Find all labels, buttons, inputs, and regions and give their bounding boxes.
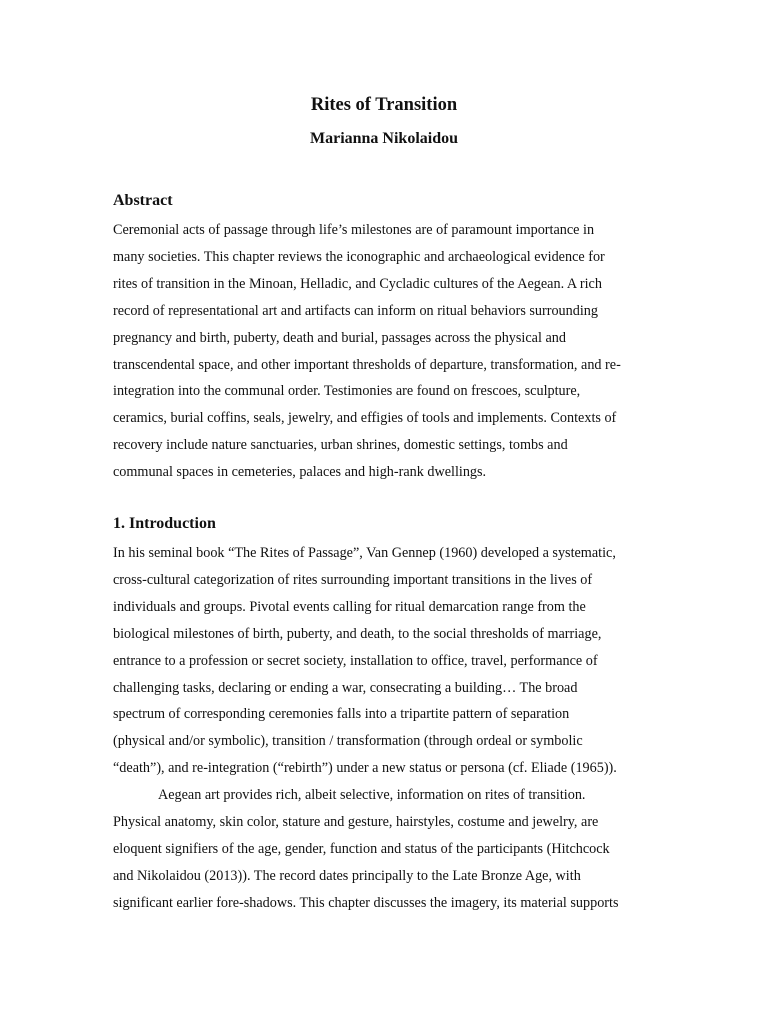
introduction-line: individuals and groups. Pivotal events calling for ritual demarcation range from the <box>113 598 586 615</box>
introduction-line: entrance to a profession or secret society, installation to office, travel, performance of <box>113 652 598 669</box>
abstract-line: Ceremonial acts of passage through life’s milestones are of paramount importance in <box>113 222 595 238</box>
abstract-line: pregnancy and birth, puberty, death and burial, passages across the physical and <box>113 329 566 346</box>
document-title: Rites of Transition <box>310 95 458 115</box>
introduction-line: cross-cultural categorization of rites surrounding important transitions in the lives of <box>113 571 593 588</box>
introduction-line: and Nikolaidou (2013)). The record dates principally to the Late Bronze Age, with <box>113 867 581 884</box>
introduction-line: eloquent signifiers of the age, gender, function and status of the participants (Hitchcock <box>113 840 610 857</box>
introduction-line: spectrum of corresponding ceremonies falls into a tripartite pattern of separation <box>113 706 570 723</box>
document-author: Marianna Nikolaidou <box>309 130 459 147</box>
introduction-line: “death”), and re-integration (“rebirth”) under a new status or persona (cf. Eliade (1965)). <box>113 760 617 777</box>
introduction-line: biological milestones of birth, puberty, and death, to the social thresholds of marriage, <box>113 625 602 642</box>
abstract-line: integration into the communal order. Testimonies are found on frescoes, sculpture, <box>113 383 581 400</box>
introduction-line: (physical and/or symbolic), transition / transformation (through ordeal or symbolic <box>113 733 583 750</box>
abstract-heading: Abstract <box>113 192 173 209</box>
introduction-line: Physical anatomy, skin color, stature and gesture, hairstyles, costume and jewelry, are <box>113 814 599 831</box>
abstract-line: communal spaces in cemeteries, palaces and high-rank dwellings. <box>113 464 487 481</box>
abstract-line: transcendental space, and other important thresholds of departure, transformation, and re- <box>113 356 621 373</box>
introduction-paragraph <box>113 540 661 917</box>
abstract-line: record of representational art and artifacts can inform on ritual behaviors surrounding <box>113 302 598 319</box>
abstract-line: rites of transition in the Minoan, Helladic, and Cycladic cultures of the Aegean. A rich <box>113 275 602 292</box>
abstract-paragraph <box>113 217 661 486</box>
abstract-line: recovery include nature sanctuaries, urban shrines, domestic settings, tombs and <box>113 437 568 454</box>
introduction-line: In his seminal book “The Rites of Passage”, Van Gennep (1960) developed a systematic, <box>113 545 616 561</box>
introduction-line: challenging tasks, declaring or ending a war, consecrating a building… The broad <box>113 679 578 696</box>
abstract-line: ceramics, burial coffins, seals, jewelry, and effigies of tools and implements. Contexts of <box>113 410 617 427</box>
introduction-line-indented: Aegean art provides rich, albeit selective, information on rites of transition. <box>158 787 586 804</box>
abstract-line: many societies. This chapter reviews the iconographic and archaeological evidence for <box>113 248 605 265</box>
introduction-heading: 1. Introduction <box>113 515 216 532</box>
introduction-line: significant earlier fore-shadows. This chapter discusses the imagery, its material supports <box>113 894 619 911</box>
